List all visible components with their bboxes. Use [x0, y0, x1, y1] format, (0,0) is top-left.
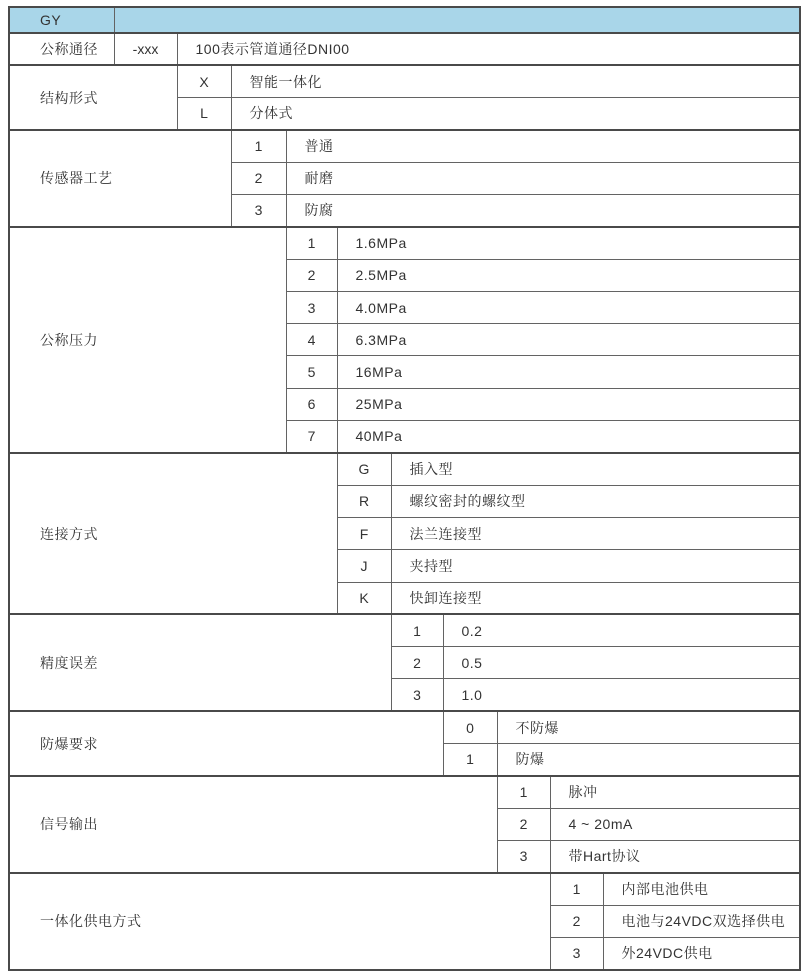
option-code: L: [177, 98, 231, 130]
section-label-connection-type: 连接方式: [9, 453, 337, 614]
option-desc: 1.6MPa: [337, 227, 800, 259]
table-row: [9, 130, 800, 162]
option-code: 2: [497, 808, 550, 840]
table-row: [9, 873, 800, 905]
option-code: F: [337, 517, 391, 549]
option-code: 1: [550, 873, 603, 905]
option-code: 2: [391, 647, 443, 679]
option-desc: 普通: [286, 130, 800, 162]
option-desc: 智能一体化: [231, 65, 800, 97]
option-code: -xxx: [114, 33, 177, 65]
option-code: 3: [497, 840, 550, 872]
table-row: [9, 65, 800, 97]
option-desc: 不防爆: [497, 711, 800, 743]
section-label-signal-output: 信号输出: [9, 776, 497, 873]
option-desc: 带Hart协议: [550, 840, 800, 872]
option-code: 1: [286, 227, 337, 259]
option-code: 3: [231, 194, 286, 226]
option-code: 5: [286, 356, 337, 388]
model-selection-table: [8, 6, 801, 971]
option-desc: 1.0: [443, 679, 800, 711]
header-spacer-cell: [114, 7, 800, 33]
option-desc: 螺纹密封的螺纹型: [391, 485, 800, 517]
section-label-structure-type: 结构形式: [9, 65, 177, 130]
option-code: 2: [286, 259, 337, 291]
option-code: K: [337, 582, 391, 614]
option-desc: 耐磨: [286, 162, 800, 194]
option-code: 2: [231, 162, 286, 194]
section-label-accuracy-error: 精度误差: [9, 614, 391, 711]
table-row: [9, 453, 800, 485]
option-code: 4: [286, 324, 337, 356]
table-header-row: [9, 7, 800, 33]
option-desc: 25MPa: [337, 388, 800, 420]
option-desc: 6.3MPa: [337, 324, 800, 356]
option-code: 3: [391, 679, 443, 711]
option-code: J: [337, 550, 391, 582]
model-prefix-cell: GY: [9, 7, 114, 33]
option-desc: 防腐: [286, 194, 800, 226]
option-code: G: [337, 453, 391, 485]
option-code: 3: [550, 937, 603, 969]
section-label-nominal-diameter: 公称通径: [9, 33, 114, 65]
option-desc: 2.5MPa: [337, 259, 800, 291]
table-row: [9, 227, 800, 259]
option-desc: 快卸连接型: [391, 582, 800, 614]
option-desc: 4.0MPa: [337, 291, 800, 323]
option-code: 3: [286, 291, 337, 323]
option-desc: 内部电池供电: [603, 873, 800, 905]
table-row: [9, 33, 800, 65]
section-label-power-supply: 一体化供电方式: [9, 873, 550, 970]
option-code: 6: [286, 388, 337, 420]
option-desc: 夹持型: [391, 550, 800, 582]
section-label-explosion-proof: 防爆要求: [9, 711, 443, 776]
option-desc: 40MPa: [337, 421, 800, 453]
option-code: 1: [231, 130, 286, 162]
option-desc: 分体式: [231, 98, 800, 130]
section-label-sensor-process: 传感器工艺: [9, 130, 231, 227]
option-code: R: [337, 485, 391, 517]
option-desc: 4 ~ 20mA: [550, 808, 800, 840]
option-desc: 外24VDC供电: [603, 937, 800, 969]
option-code: 7: [286, 421, 337, 453]
option-desc: 0.5: [443, 647, 800, 679]
option-code: 1: [391, 614, 443, 646]
option-code: 0: [443, 711, 497, 743]
option-desc: 电池与24VDC双选择供电: [603, 905, 800, 937]
option-desc: 100表示管道通径DNI00: [177, 33, 800, 65]
table-row: [9, 711, 800, 743]
option-code: 1: [443, 744, 497, 776]
option-desc: 插入型: [391, 453, 800, 485]
option-code: X: [177, 65, 231, 97]
section-label-nominal-pressure: 公称压力: [9, 227, 286, 453]
option-code: 2: [550, 905, 603, 937]
option-desc: 脉冲: [550, 776, 800, 808]
option-desc: 0.2: [443, 614, 800, 646]
option-desc: 16MPa: [337, 356, 800, 388]
option-desc: 防爆: [497, 744, 800, 776]
table-row: [9, 776, 800, 808]
table-row: [9, 614, 800, 646]
option-desc: 法兰连接型: [391, 517, 800, 549]
option-code: 1: [497, 776, 550, 808]
